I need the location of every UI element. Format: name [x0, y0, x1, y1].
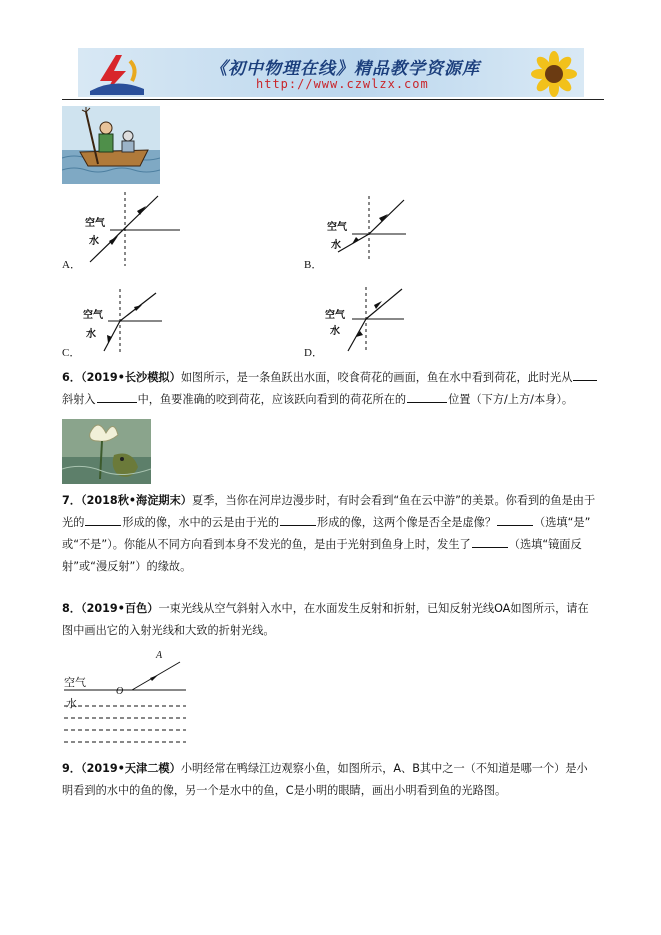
question-7-line-1: [62, 490, 607, 512]
question-6-source: （2019•长沙模拟）: [80, 371, 181, 384]
question-6-line-2: [62, 389, 607, 411]
question-6: [62, 367, 607, 411]
option-d-diagram: [322, 285, 432, 355]
question-7-text-2a: 光的: [62, 516, 85, 529]
banner-title: 《初中物理在线》精品教学资源库: [210, 59, 480, 79]
question-8-line-1: [62, 598, 607, 620]
fish-lotus-picture: [62, 419, 151, 484]
question-7-number: 7．: [62, 494, 81, 507]
question-7-text-1: 夏季，当你在河岸边漫步时，有时会看到“鱼在云中游”的美景。你看到的鱼是由于: [192, 494, 596, 507]
option-c-air-label: 空气: [83, 310, 103, 321]
question-8-water-label: 水: [66, 697, 77, 710]
question-8-diagram: [62, 650, 192, 750]
question-6-blank-2[interactable]: [97, 390, 137, 403]
option-a-label: A．: [62, 259, 81, 271]
question-7-line-3: [62, 534, 607, 556]
question-9-line-1: [62, 758, 607, 780]
option-c-label: C．: [62, 347, 81, 359]
question-8-text-1: 一束光线从空气斜射入水中，在水面发生反射和折射，已知反射光线OA如图所示，请在: [158, 602, 589, 615]
question-7-text-3b: （选填“镜面反: [508, 538, 582, 551]
question-9-text-1: 小明经常在鸭绿江边观察小鱼，如图所示，A、B其中之一（不知道是哪一个）是小: [180, 762, 588, 775]
question-9-number: 9．: [62, 762, 81, 775]
question-8-point-o: O: [116, 686, 124, 697]
question-7-blank-1[interactable]: [85, 513, 121, 526]
question-8-air-label: 空气: [64, 676, 86, 689]
question-7: [62, 490, 607, 578]
header-banner: [78, 48, 584, 97]
option-d-water-label: 水: [330, 326, 340, 337]
option-b-label: B．: [304, 259, 323, 271]
question-8-number: 8．: [62, 602, 81, 615]
question-7-line-4: 射”或“漫反射”）的缘故。: [62, 560, 192, 573]
logo-icon: [86, 51, 146, 95]
banner-url: http://www.czwlzx.com: [256, 77, 429, 91]
option-d-air-label: 空气: [325, 310, 345, 321]
option-c-diagram: [80, 285, 190, 355]
sunflower-icon: [526, 50, 582, 97]
question-7-blank-3[interactable]: [497, 513, 533, 526]
question-7-text-2d: （选填“是”: [534, 516, 591, 529]
question-9-source: （2019•天津二模）: [80, 762, 181, 775]
header-divider: [62, 99, 604, 100]
question-8-figure: [62, 650, 192, 750]
question-6-blank-1[interactable]: [573, 368, 597, 381]
question-6-text-2c: 位置（下方/上方/本身）。: [448, 393, 574, 406]
option-a-diagram: [80, 190, 190, 270]
boat-fishing-picture: [62, 106, 160, 184]
question-6-text-1: 如图所示，是一条鱼跃出水面，咬食荷花的画面，鱼在水中看到荷花，此时光从: [180, 371, 573, 384]
question-9: [62, 758, 607, 802]
question-6-line-1: [62, 367, 607, 389]
question-7-source: （2018秋•海淀期末）: [80, 494, 192, 507]
option-c-water-label: 水: [86, 329, 96, 340]
question-6-text-2b: 中，鱼要准确的咬到荷花，应该跃向看到的荷花所在的: [137, 393, 407, 406]
question-7-text-2b: 形成的像，水中的云是由于光的: [122, 516, 280, 529]
option-a-water-label: 水: [89, 236, 99, 247]
question-8-source: （2019•百色）: [80, 602, 159, 615]
option-d-label: D．: [304, 347, 323, 359]
question-7-text-2c: 形成的像，这两个像是否全是虚像？: [317, 516, 497, 529]
question-7-blank-4[interactable]: [472, 535, 508, 548]
question-6-text-2a: 斜射入: [62, 393, 96, 406]
question-9-line-2: 明看到的水中的鱼的像，另一个是水中的鱼，C是小明的眼睛，画出小明看到鱼的光路图。: [62, 784, 507, 797]
option-b-air-label: 空气: [327, 222, 347, 233]
question-6-number: 6．: [62, 371, 81, 384]
question-8: [62, 598, 607, 642]
question-6-blank-3[interactable]: [407, 390, 447, 403]
question-8-point-a: A: [156, 650, 163, 661]
question-8-line-2: 图中画出它的入射光线和大致的折射光线。: [62, 624, 275, 637]
option-a-air-label: 空气: [85, 218, 105, 229]
question-7-blank-2[interactable]: [280, 513, 316, 526]
option-b-diagram: [322, 194, 432, 264]
question-7-text-3a: 或“不是”）。你能从不同方向看到本身不发光的鱼，是由于光射到鱼身上时，发生了: [62, 538, 471, 551]
option-b-water-label: 水: [331, 240, 341, 251]
question-7-line-2: [62, 512, 607, 534]
